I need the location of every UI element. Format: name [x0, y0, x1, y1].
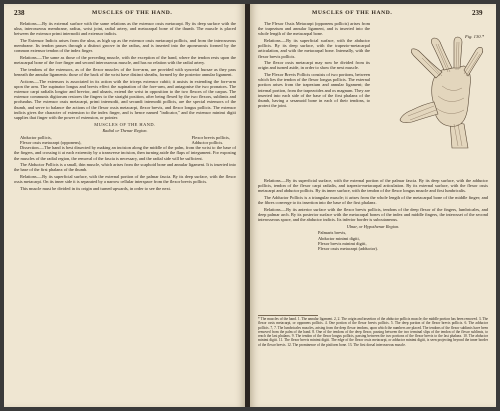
paragraph: Relations.—The same as those of the preceding muscle, with the exception of the hand, where the tendon rests upon the metacarpal bone of the fore finger and second interosseous muscle, and has no relation with the radial artery. [14, 55, 236, 66]
muscle-list [258, 230, 488, 251]
left-page [4, 4, 245, 407]
paragraph: Relations.—By its external surface with the same relations as the extensor ossis metacarpi. By its deep surface with the ulna, interosseous membrane, radius, wrist joint, radial artery, and metacarpal bone of the thumb. The muscle is placed between the extensor primi internodii and extensor indicis. [14, 21, 236, 37]
paragraph: The Extensor Indicis arises from the ulna, as high up as the extensor ossis metacarpi pollicis, and from the interosseous membrane. Its tendon passes through a distinct groove in the radius, and is inserted into the aponeurosis formed by the common extensor tendon of the index finger. [14, 38, 236, 54]
paragraph: Relations.—By its superficial surface, with the abductor pollicis. By its deep surface, with the trapezio-metacarpal articulation, and with the metacarpal bone. Internally, with the flexor brevis pollicis. [258, 38, 370, 59]
section-title: MUSCLES OF THE HAND. [94, 121, 156, 127]
muscle-item: Abductor minimi digiti, [318, 235, 360, 241]
figure-label: Fig. 130.* [465, 34, 485, 39]
hand-muscles-illustration [372, 36, 490, 151]
muscle-item: Palmaris brevis, [318, 230, 347, 236]
paragraph: Relations.—By its superficial surface, with the external portion of the palmar fascia. By its deep surface, with the adductor pollicis, tendon of the flexor carpi radialis, and trapezio-metacarpal articulation. By its external surface, with the flexor ossis metacarpi and abductor pollicis. By its inner surface, with the tendon of the flexor longus muscle and first lumbricalis. [258, 178, 488, 194]
page-number: 238 [14, 9, 25, 17]
muscle-item: Flexor ossis metacarpi (opponens), [20, 140, 82, 145]
paragraph: This muscle must be divided in its origin and turned upwards, in order to see the next. [20, 185, 171, 191]
running-head: MUSCLES OF THE HAND. [92, 10, 173, 16]
muscle-item: Flexor brevis pollicis, [191, 134, 230, 140]
paragraph: Actions.—The extensors is associated in its action with the triceps extensor cubiti; it assists in extending the fore-arm upon the arm. The supinator longus and brevis effect the supination of the fore-arm, and antagonise the two pronators. The extensor carpi radialis longior and brevior, and ulnaris, extend the wrist in opposition to the two flexors of the carpus. The extensor communis digitorum restores the fingers to the straight position, after being flexed by the two flexors, sublimis and profundus. The extensor ossis metacarpi, primi internodii, and secundi internodii pollicis, are the special extensors of the thumb, and serve to balance the actions of the flexor ossis metacarpi, flexor brevis, and flexor longus pollicis. The extensor indicis gives the character of extension to the index finger, and is hence named "indicator," and the extensor minimi digiti supplies that finger with the power of extension, or pointer. [14, 78, 236, 121]
paragraph: The tendons of the extensors, as of the flexor muscles of the fore-arm, are provided with synovial bursae as they pass beneath the annular ligaments: those of the back of the wrist have distinct sheaths, formed by the posterior annular ligament. [14, 66, 236, 77]
paragraph: The Flexor Brevis Pollicis consists of two portions, between which lies the tendon of the flexor longus pollicis. The external portion arises from the trapezium and annular ligament; the internal portion, from the trapezoides and os magnum. They are inserted into each side of the base of the first phalanx of the thumb, having a sesamoid bone in each of their tendons, to protect the joint. [258, 72, 370, 109]
paragraph: The Abductor Pollicis is a small, thin muscle, which arises from the scaphoid bone and annular ligament. It is inserted into the base of the first phalanx of the thumb. [14, 162, 236, 173]
running-head: MUSCLES OF THE HAND. [312, 10, 393, 16]
section-subtitle: Radial or Thenar Region. [102, 128, 148, 134]
page-number: 239 [472, 9, 483, 17]
paragraph: Dissection.—The hand is best dissected by making an incision along the middle of the palm, from the wrist to the base of the fingers, and crossing it at each extremity by a transverse incision, then turning aside the flaps of integument. For exposing the muscles of the radial region, the removal of the fascia is necessary, and the radial side will be sufficient. [14, 145, 236, 161]
muscle-item: Adductor pollicis. [191, 140, 224, 145]
muscle-item: Flexor brevis minimi digiti, [318, 240, 367, 246]
left-body [14, 21, 236, 192]
paragraph: The flexor ossis metacarpi may now be divided from its origin and turned aside, in order to show the next muscle. [258, 60, 370, 71]
muscle-item: Flexor ossis metacarpi (adductor). [318, 246, 378, 251]
right-body-narrow [258, 21, 370, 110]
footnote-rule [258, 315, 318, 316]
section-subtitle: Ulnar, or Hypothenar Region. [346, 223, 400, 229]
paragraph: The Adductor Pollicis is a triangular muscle; it arises from the whole length of the metacarpal bone of the middle finger; and the fibres converge to its insertion into the base of the first phalanx. [258, 195, 488, 206]
footnote: * The muscles of the hand. 1. The annular ligament. 2, 2. The origin and insertion of the abductor pollicis muscle; the middle portion has been removed. 3. The flexor ossis metacarpi, or opponens pollicis. 4. One portion of the flexor brevis pollicis. 5. The deep portion of the flexor brevis pollicis. 6. The adductor pollicis. 7, 7. The lumbricales muscles, arising from the deep flexor tendons, upon which the numbers are placed. The tendons of the flexor sublimis have been removed from the palm of the hand. 8. One of the tendons of the deep flexor, passing between the two terminal slips of the tendon of the flexor sublimis, to reach the last phalanx. 9. The tendon of the flexor longus pollicis, passing between the two portions of the flexor brevis to the last phalanx. 10. The abductor minimi digiti. 11. The flexor brevis minimi digiti. The edge of the flexor ossis metacarpi, or adductor minimi digiti, is seen projecting beyond the inner border of the flexor brevis. 12. The prominence of the pisiform bone. 13. The first dorsal interosseous muscle. [258, 317, 488, 347]
paragraph: Relations.—By its superficial surface, with the external portion of the palmar fascia. By its deep surface, with the flexor ossis metacarpi. On its inner side it is separated by a narrow cellular interspace from the flexor brevis pollicis. [14, 174, 236, 185]
paragraph: Relations.—By its anterior surface with the flexor brevis pollicis, tendons of the deep flexor of the fingers, lumbricales, and deep palmar arch. By its posterior surface with the metacarpal bones of the index and middle fingers, the interossei of the second interosseous space, and the abductor indicis. Its inferior border is subcutaneous. [258, 206, 488, 223]
paragraph: The Flexor Ossis Metacarpi (opponens pollicis) arises from the trapezium and annular ligament, and is inserted into the whole length of the metacarpal bone. [258, 21, 370, 37]
muscle-item: Abductor pollicis, [20, 134, 52, 140]
right-body-wide [258, 178, 488, 251]
muscle-list [14, 135, 236, 145]
